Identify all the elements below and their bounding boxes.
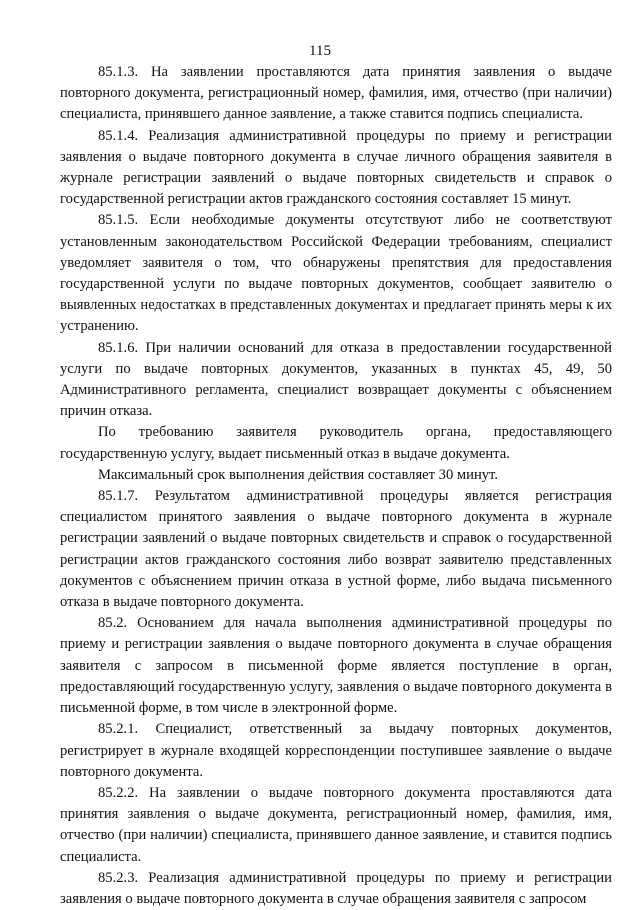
paragraph-85-1-3: 85.1.3. На заявлении проставляются дата принятия заявления о выдаче повторного документа, регистрационный номер, фамилия, имя, отчество (при наличии) специалиста, принявшего данное заявление, а также ставится подпись специалиста. [60, 64, 612, 123]
page-body [60, 62, 612, 910]
paragraph-85-1-4: 85.1.4. Реализация административной процедуры по приему и регистрации заявления о выдаче повторного документа в случае личного обращения заявителя в журнале регистрации заявлений о выдаче повторных свидетельств и справок о государственной регистрации актов гражданского состояния составляет 15 минут. [60, 127, 612, 208]
paragraph-85-1-7: 85.1.7. Результатом административной процедуры является регистрация специалистом принятого заявления о выдаче повторного документа в журнале регистрации заявлений о выдаче повторных свидетельств и справок о государственной регистрации актов гражданского состояния либо возврат заявителю представленных документов с объяснением причин отказа в устной форме, либо выдача письменного отказа в выдаче повторного документа. [60, 488, 612, 611]
paragraph-refusal-request: По требованию заявителя руководитель органа, предоставляющего государственную услугу, выдает письменный отказ в выдаче документа. [60, 424, 612, 462]
paragraph-85-1-5: 85.1.5. Если необходимые документы отсутствуют либо не соответствуют установленным законодательством Российской Федерации требованиям, специалист уведомляет заявителя о том, что обнаружены препятствия для предоставления государственной услуги по выдаче повторных документов, сообщает заявителю о выявленных недостатках в представленных документах и предлагает принять меры к их устранению. [60, 212, 612, 335]
page-number: 115 [309, 43, 331, 59]
paragraph-85-2-3: 85.2.3. Реализация административной процедуры по приему и регистрации заявления о выдаче повторного документа в случае обращения заявителя с запросом [60, 869, 612, 907]
paragraph-85-2-2: 85.2.2. На заявлении о выдаче повторного документа проставляются дата принятия заявления о выдаче документа, регистрационный номер, фамилия, имя, отчество (при наличии) специалиста, принявшего данное заявление, и ставится подпись специалиста. [60, 784, 612, 865]
paragraph-85-1-6: 85.1.6. При наличии оснований для отказа в предоставлении государственной услуги по выдаче повторных документов, указанных в пунктах 45, 49, 50 Административного регламента, специалист возвращает документы с объяснением причин отказа. [60, 339, 612, 420]
paragraph-85-2-1: 85.2.1. Специалист, ответственный за выдачу повторных документов, регистрирует в журнале входящей корреспонденции поступившее заявление о выдаче повторного документа. [60, 721, 612, 780]
paragraph-max-duration: Максимальный срок выполнения действия составляет 30 минут. [98, 466, 498, 483]
paragraph-85-2: 85.2. Основанием для начала выполнения административной процедуры по приему и регистрации заявления о выдаче повторного документа в случае обращения заявителя с запросом в письменной форме является поступление в орган, предоставляющий государственную услугу, заявления о выдаче повторного документа в письменной форме, в том числе в электронной форме. [60, 615, 612, 717]
